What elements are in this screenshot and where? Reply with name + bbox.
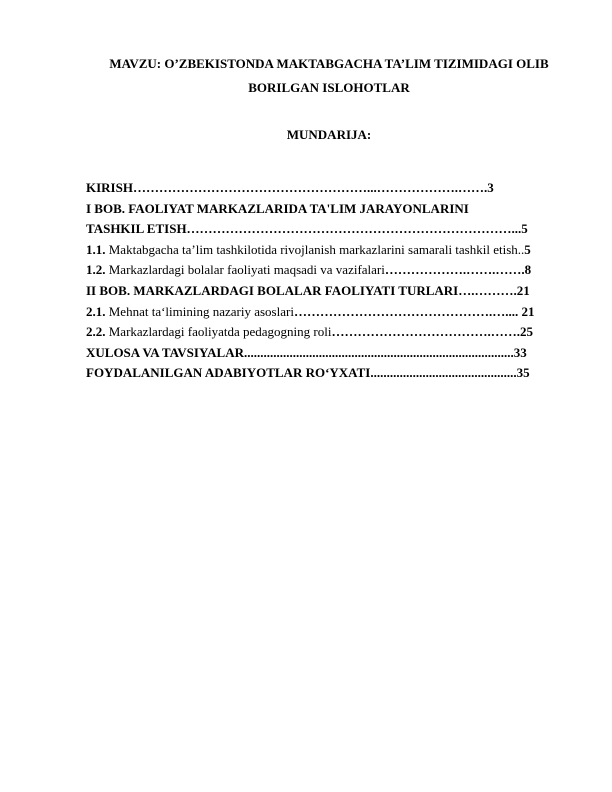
toc-entry-chapter-2 xyxy=(86,281,586,302)
toc-entry-bold-text: XULOSA VA TAVSIYALAR...................................................................................33 xyxy=(86,344,527,360)
toc-entry-number: 2.1. xyxy=(86,303,106,319)
toc-entry-bold-text: KIRISH………………………………………………...……………….…….3 xyxy=(86,180,494,195)
contents-heading: MUNDARIJA: xyxy=(286,127,372,142)
toc-entry-text: Maktabgacha ta’lim tashkilotida rivojlanish markazlarini samarali tashkil etish.. xyxy=(105,241,525,257)
toc-entry-kirish xyxy=(86,178,586,199)
toc-entry-section-2-1 xyxy=(86,302,586,323)
toc-entry-page: ……………………………………….….... 21 xyxy=(293,303,535,319)
toc-entry-section-2-2 xyxy=(86,322,586,343)
toc-entry-chapter-1-line-2 xyxy=(86,219,586,240)
toc-entry-text: Mehnat ta‘limining nazariy asoslari xyxy=(105,303,294,319)
toc-entry-section-1-1 xyxy=(86,240,586,261)
toc-entry-bold-text: II BOB. MARKAZLARDAGI BOLALAR FAOLIYATI TURLARI….……….21 xyxy=(86,282,530,298)
toc-entry-number: 1.1. xyxy=(86,241,106,257)
toc-entry-bold-text: TASHKIL ETISH…………………………………………………………………...5 xyxy=(86,221,528,237)
toc-entry-bibliography xyxy=(86,363,586,384)
toc-entry-conclusion xyxy=(86,343,586,364)
toc-entry-bold-text: FOYDALANILGAN ADABIYOTLAR RO‘YXATI.............................................35 xyxy=(86,365,530,381)
document-title-line-2: BORILGAN ISLOHOTLAR xyxy=(248,80,410,95)
toc-entry-page: ……………….…….…….8 xyxy=(384,262,532,278)
toc-entry-number: 2.2. xyxy=(86,324,106,340)
toc-entry-text: Markazlardagi bolalar faoliyati maqsadi va vazifalari xyxy=(105,262,385,278)
toc-entry-bold-text: I BOB. FAOLIYAT MARKAZLARIDA TA'LIM JARAYONLARINI xyxy=(86,200,469,216)
toc-entry-chapter-1-line-1 xyxy=(86,199,586,220)
document-title-line-1: MAVZU: O’ZBEKISTONDA MAKTABGACHA TA’LIM TIZIMIDAGI OLIB xyxy=(109,56,549,71)
table-of-contents xyxy=(86,178,586,384)
toc-entry-number: 1.2. xyxy=(86,262,106,278)
toc-entry-page: ……………………………….…….25 xyxy=(331,324,533,340)
toc-entry-text: Markazlardagi faoliyatda pedagogning roli xyxy=(105,324,332,340)
toc-entry-section-1-2 xyxy=(86,260,586,281)
toc-entry-page: 5 xyxy=(524,241,531,257)
